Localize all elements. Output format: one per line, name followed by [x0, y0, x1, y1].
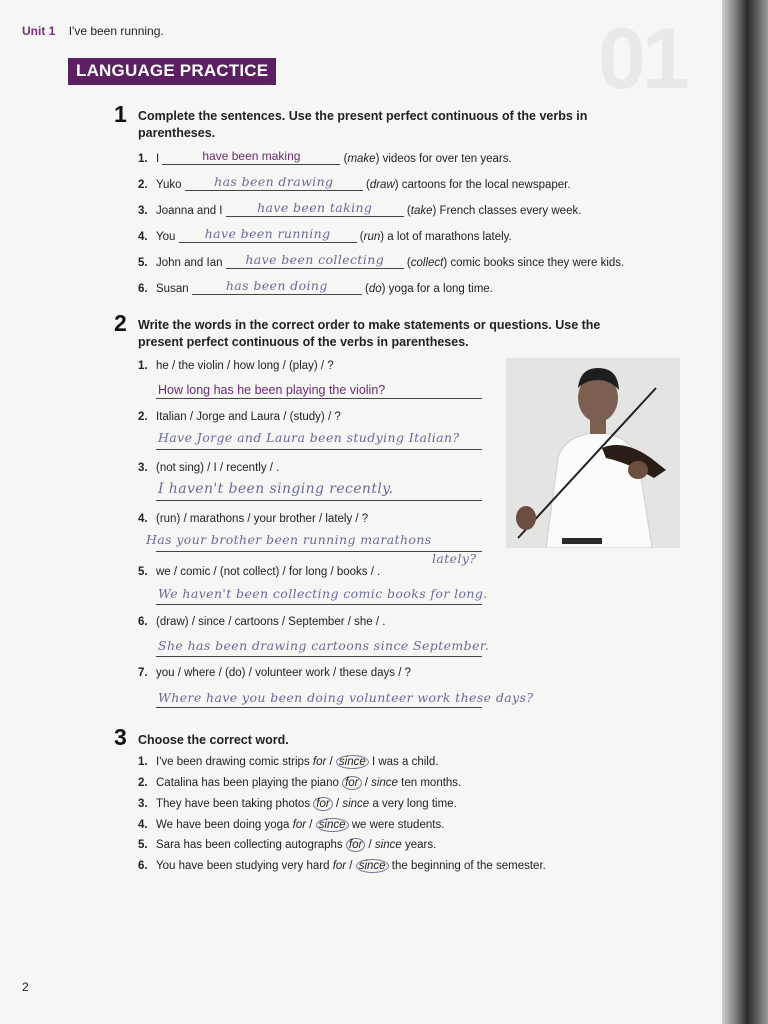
- ex2-answer: How long has he been playing the violin?: [158, 383, 386, 397]
- page-header: [22, 24, 164, 38]
- ex3-item: 6. You have been studying very hard for / since the beginning of the semester.: [138, 860, 546, 872]
- option-since-circled[interactable]: since: [336, 755, 369, 769]
- exercise-2-instruction: Write the words in the correct order to make statements or questions. Use the present perfect continuous of the verbs in parentheses.: [138, 318, 601, 349]
- ex2-prompt: 7. you / where / (do) / volunteer work / these days / ?: [138, 667, 412, 679]
- ex2-prompt: 4. (run) / marathons / your brother / lately / ?: [138, 513, 369, 525]
- ex1-item: 6. Susan has been doing (do) yoga for a long time.: [138, 278, 493, 295]
- ex2-answer: I haven't been singing recently.: [158, 481, 394, 497]
- option-since[interactable]: since: [374, 839, 402, 851]
- unit-label: Unit 1: [22, 24, 56, 38]
- ex1-answer[interactable]: has been drawing: [214, 174, 334, 189]
- option-since-circled[interactable]: since: [356, 859, 389, 873]
- exercise-1-number: 1: [114, 101, 127, 127]
- violinist-photo: [506, 358, 680, 548]
- ex2-prompt: 3. (not sing) / I / recently / .: [138, 462, 280, 474]
- ex3-item: 2. Catalina has been playing the piano for / since ten months.: [138, 777, 462, 789]
- option-for[interactable]: for: [312, 756, 327, 768]
- page-number: 2: [22, 980, 29, 994]
- exercise-2-number: 2: [114, 310, 127, 336]
- ex1-item: 1. I have been making (make) videos for over ten years.: [138, 149, 512, 165]
- ex1-item: 3. Joanna and I have been taking (take) French classes every week.: [138, 200, 582, 217]
- ex1-answer[interactable]: have been making: [202, 149, 301, 163]
- ex2-answer: She has been drawing cartoons since September.: [158, 638, 490, 653]
- exercise-3-instruction: Choose the correct word.: [138, 733, 289, 747]
- option-since[interactable]: since: [371, 777, 398, 789]
- exercise-3-number: 3: [114, 724, 127, 750]
- option-for[interactable]: for: [292, 819, 307, 831]
- ex2-prompt: 6. (draw) / since / cartoons / September / she / .: [138, 616, 386, 628]
- ex2-answer: Have Jorge and Laura been studying Italian?: [158, 430, 460, 445]
- ex3-item: 4. We have been doing yoga for / since we were students.: [138, 819, 445, 831]
- background-unit-number: 01: [598, 11, 686, 107]
- exercise-1-instruction: Complete the sentences. Use the present perfect continuous of the verbs in parentheses.: [138, 109, 588, 140]
- option-for-circled[interactable]: for: [313, 797, 332, 811]
- ex2-prompt: 5. we / comic / (not collect) / for long / books / .: [138, 566, 381, 578]
- ex3-item: 5. Sara has been collecting autographs for / since years.: [138, 839, 437, 851]
- ex1-item: 4. You have been running (run) a lot of marathons lately.: [138, 226, 512, 243]
- option-since-circled[interactable]: since: [316, 818, 349, 832]
- violinist-illustration: [506, 358, 680, 548]
- ex1-item: 5. John and Ian have been collecting (collect) comic books since they were kids.: [138, 252, 625, 269]
- ex2-prompt: 1. he / the violin / how long / (play) / ?: [138, 360, 334, 372]
- ex1-item: 2. Yuko has been drawing (draw) cartoons for the local newspaper.: [138, 174, 571, 191]
- option-for-circled[interactable]: for: [342, 776, 361, 790]
- ex1-answer[interactable]: have been collecting: [245, 252, 385, 267]
- option-for-circled[interactable]: for: [346, 838, 365, 852]
- option-for[interactable]: for: [332, 860, 347, 872]
- ex2-answer-continued: lately?: [432, 551, 477, 566]
- ex3-item: 3. They have been taking photos for / since a very long time.: [138, 798, 457, 810]
- section-title: LANGUAGE PRACTICE: [68, 58, 276, 85]
- ex2-answer: Where have you been doing volunteer work these days?: [158, 690, 534, 705]
- book-gutter: [722, 0, 768, 1024]
- option-since[interactable]: since: [342, 798, 370, 810]
- ex2-prompt: 2. Italian / Jorge and Laura / (study) / ?: [138, 411, 341, 423]
- ex2-answer: Has your brother been running marathons: [146, 532, 432, 547]
- ex1-answer[interactable]: have been running: [204, 226, 331, 241]
- ex2-answer: We haven't been collecting comic books for long.: [158, 586, 488, 601]
- ex1-answer[interactable]: have been taking: [257, 200, 373, 215]
- ex1-answer[interactable]: has been doing: [225, 278, 328, 293]
- unit-title: I've been running.: [68, 24, 164, 38]
- ex3-item: 1. I've been drawing comic strips for / since I was a child.: [138, 756, 439, 768]
